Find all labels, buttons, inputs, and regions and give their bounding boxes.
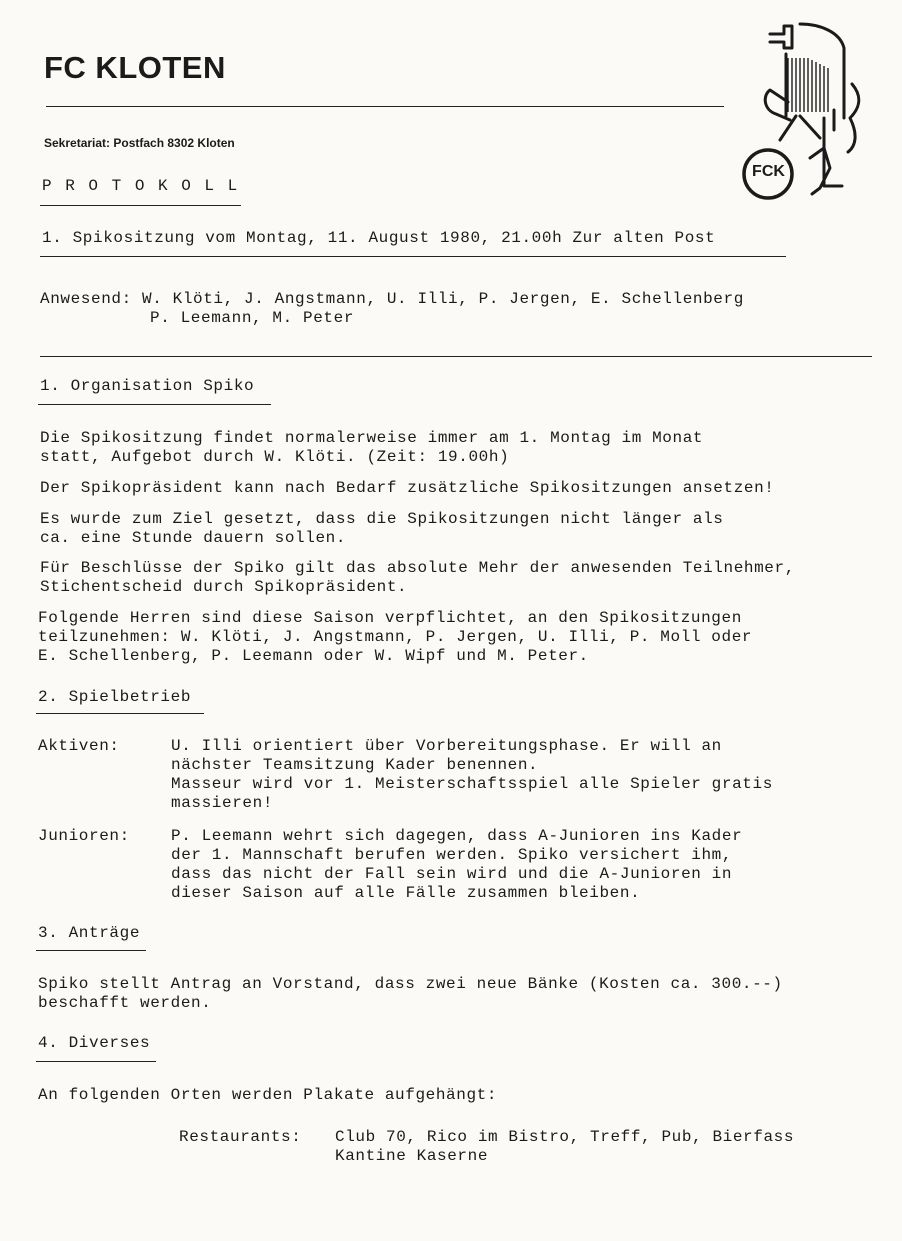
section-3-underline bbox=[36, 950, 146, 951]
section-1-paragraph-2: Der Spikopräsident kann nach Bedarf zusätzliche Spikositzungen ansetzen! bbox=[40, 479, 775, 497]
junioren-text: P. Leemann wehrt sich dagegen, dass A-Junioren ins Kader der 1. Mannschaft berufen werden. Spiko versichert ihm, dass das nicht der Fall sein wird und die A-Junioren in dieser Saison auf alle Fälle zusammen bleiben. bbox=[171, 827, 743, 902]
section-3-heading: 3. Anträge bbox=[38, 924, 141, 942]
restaurants-label: Restaurants: bbox=[179, 1128, 302, 1146]
section-2-underline bbox=[36, 713, 204, 714]
title-underline bbox=[40, 205, 241, 206]
aktiven-text: U. Illi orientiert über Vorbereitungsphase. Er will an nächster Teamsitzung Kader benennen. Masseur wird vor 1. Meisterschaftsspiel alle Spieler gratis massieren! bbox=[171, 737, 773, 812]
section-1-paragraph-3: Es wurde zum Ziel gesetzt, dass die Spikositzungen nicht länger als ca. eine Stunde dauern sollen. bbox=[40, 510, 724, 547]
attendees-line-2: P. Leemann, M. Peter bbox=[150, 309, 355, 327]
aktiven-label: Aktiven: bbox=[38, 737, 120, 755]
junioren-label: Junioren: bbox=[38, 827, 130, 845]
club-name: FC KLOTEN bbox=[44, 50, 226, 85]
section-1-underline bbox=[38, 404, 271, 405]
attendees-line-1: Anwesend: W. Klöti, J. Angstmann, U. Illi, P. Jergen, E. Schellenberg bbox=[40, 290, 744, 308]
section-1-paragraph-4: Für Beschlüsse der Spiko gilt das absolute Mehr der anwesenden Teilnehmer, Stichentscheid durch Spikopräsident. bbox=[40, 559, 795, 596]
meeting-line: 1. Spikositzung vom Montag, 11. August 1980, 21.00h Zur alten Post bbox=[42, 229, 716, 247]
restaurants-text: Club 70, Rico im Bistro, Treff, Pub, Bierfass Kantine Kaserne bbox=[335, 1128, 795, 1165]
section-1-paragraph-1: Die Spikositzung findet normalerweise immer am 1. Montag im Monat statt, Aufgebot durch W. Klöti. (Zeit: 19.00h) bbox=[40, 429, 704, 466]
meeting-underline bbox=[40, 256, 786, 257]
attendees-divider bbox=[40, 356, 872, 357]
header-rule bbox=[46, 106, 724, 107]
logo-ball-text: FCK bbox=[752, 163, 785, 180]
section-4-heading: 4. Diverses bbox=[38, 1034, 151, 1052]
section-1-heading: 1. Organisation Spiko bbox=[40, 377, 255, 395]
club-logo bbox=[740, 18, 870, 208]
section-3-text: Spiko stellt Antrag an Vorstand, dass zwei neue Bänke (Kosten ca. 300.--) beschafft werden. bbox=[38, 975, 783, 1012]
document-title: P R O T O K O L L bbox=[42, 177, 240, 195]
secretariat-address: Sekretariat: Postfach 8302 Kloten bbox=[44, 136, 235, 150]
section-2-heading: 2. Spielbetrieb bbox=[38, 688, 192, 706]
section-1-paragraph-5: Folgende Herren sind diese Saison verpflichtet, an den Spikositzungen teilzunehmen: W. Klöti, J. Angstmann, P. Jergen, U. Illi, P. Moll oder E. Schellenberg, P. Leemann oder W. Wipf und M. Peter. bbox=[38, 609, 753, 665]
section-4-underline bbox=[36, 1061, 156, 1062]
section-4-text: An folgenden Orten werden Plakate aufgehängt: bbox=[38, 1086, 498, 1104]
